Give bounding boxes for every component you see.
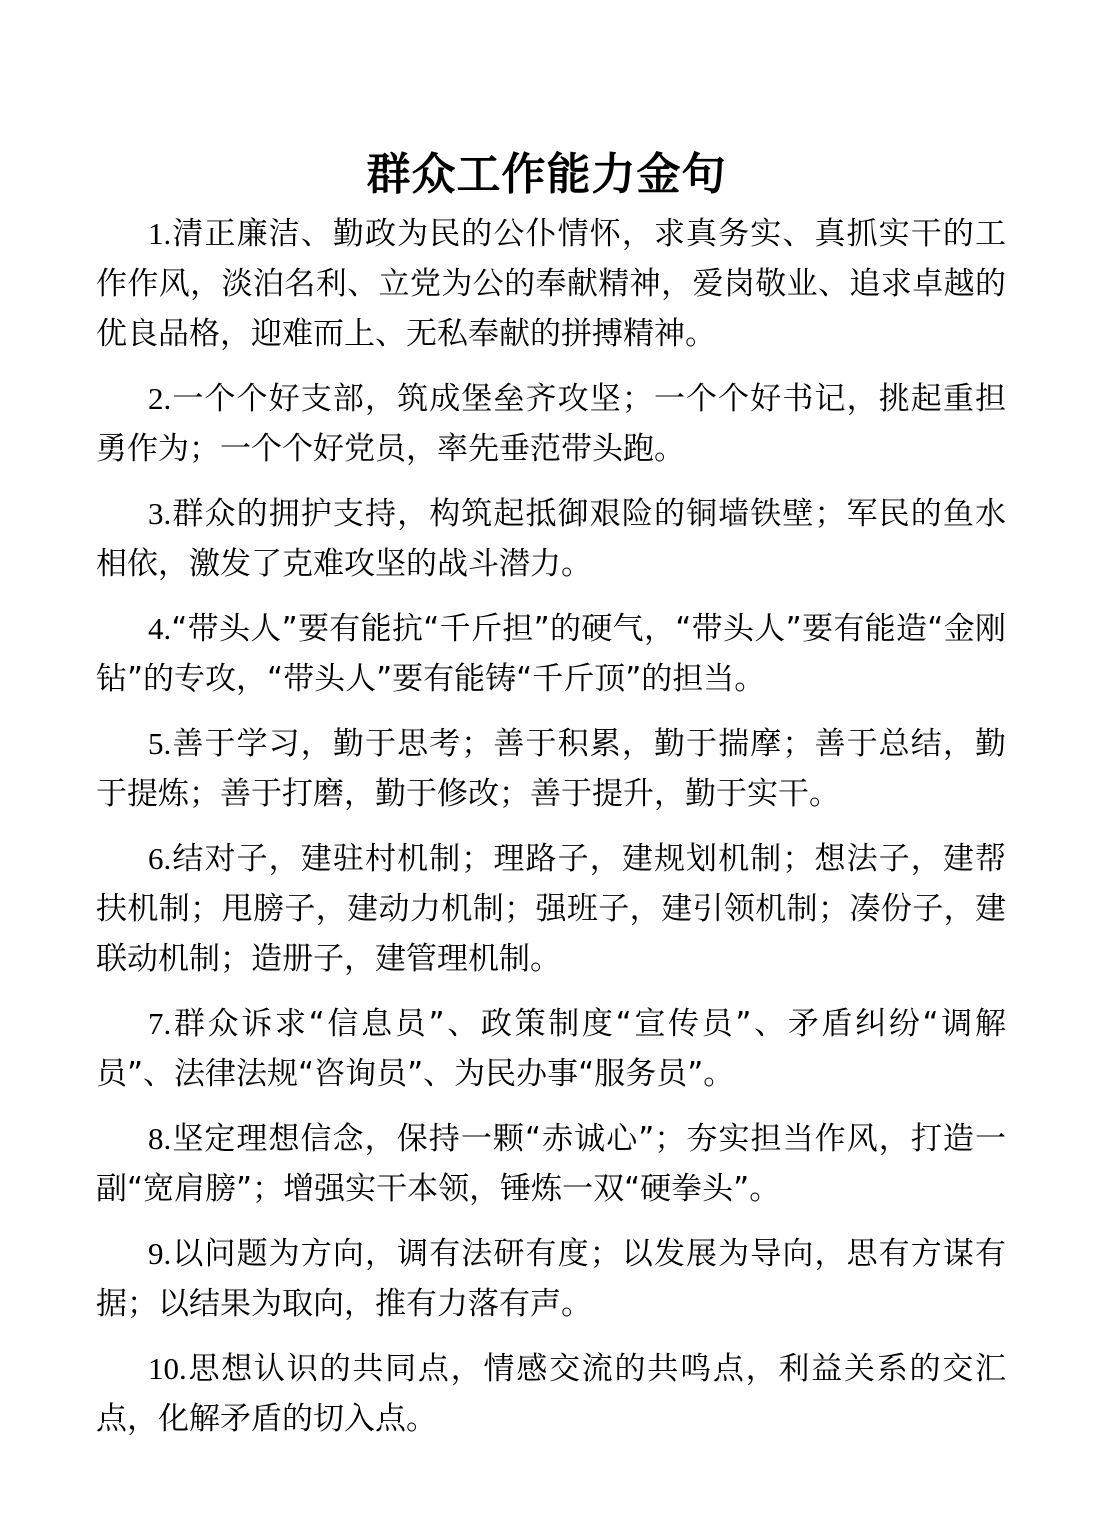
paragraph-number: 5. [148, 726, 172, 761]
paragraph-text: 群众的拥护支持，构筑起抵御艰险的铜墙铁壁；军民的鱼水相依，激发了克难攻坚的战斗潜力。 [96, 496, 1006, 582]
paragraph-number: 6. [148, 841, 172, 876]
paragraph-text: 结对子，建驻村机制；理路子，建规划机制；想法子，建帮扶机制；甩膀子，建动力机制；强班子，建引领机制；凑份子，建联动机制；造册子，建管理机制。 [96, 841, 1006, 977]
paragraph-text: 群众诉求“信息员”、政策制度“宣传员”、矛盾纠纷“调解员”、法律法规“咨询员”、为民办事“服务员”。 [96, 1006, 1006, 1092]
paragraph-text: 善于学习，勤于思考；善于积累，勤于揣摩；善于总结，勤于提炼；善于打磨，勤于修改；善于提升，勤于实干。 [96, 726, 1006, 812]
paragraph-number: 10. [148, 1351, 187, 1386]
paragraph-number: 2. [148, 381, 172, 416]
paragraph-text: 思想认识的共同点，情感交流的共鸣点，利益关系的交汇点，化解矛盾的切入点。 [96, 1351, 1006, 1437]
quote-paragraph [96, 1114, 1006, 1214]
paragraph-text: 以问题为方向，调有法研有度；以发展为导向，思有方谋有据；以结果为取向，推有力落有声。 [96, 1236, 1006, 1322]
quote-paragraph [96, 604, 1006, 704]
paragraph-number: 4. [148, 611, 172, 646]
paragraph-text: 一个个好支部，筑成堡垒齐攻坚；一个个好书记，挑起重担勇作为；一个个好党员，率先垂范带头跑。 [96, 381, 1006, 467]
paragraph-text: 坚定理想信念，保持一颗“赤诚心”；夯实担当作风，打造一副“宽肩膀”；增强实干本领，锤炼一双“硬拳头”。 [96, 1121, 1006, 1207]
quote-paragraph [96, 1344, 1006, 1444]
paragraph-number: 9. [148, 1236, 172, 1271]
quote-paragraph [96, 209, 1006, 359]
quote-paragraph [96, 999, 1006, 1099]
paragraph-number: 1. [148, 216, 172, 251]
quote-paragraph [96, 374, 1006, 474]
document-title: 群众工作能力金句 [366, 149, 727, 200]
paragraph-number: 7. [148, 1006, 172, 1041]
quote-paragraph [96, 719, 1006, 819]
paragraph-text: 清正廉洁、勤政为民的公仆情怀，求真务实、真抓实干的工作作风，淡泊名利、立党为公的奉献精神，爱岗敬业、追求卓越的优良品格，迎难而上、无私奉献的拼搏精神。 [96, 216, 1006, 352]
quote-paragraph [96, 1229, 1006, 1329]
quote-paragraph [96, 834, 1006, 984]
document-body [96, 209, 1006, 1459]
paragraph-number: 8. [148, 1121, 172, 1156]
quote-paragraph [96, 489, 1006, 589]
paragraph-number: 3. [148, 496, 172, 531]
paragraph-text: “带头人”要有能抗“千斤担”的硬气，“带头人”要有能造“金刚钻”的专攻，“带头人”要有能铸“千斤顶”的担当。 [96, 611, 1006, 697]
